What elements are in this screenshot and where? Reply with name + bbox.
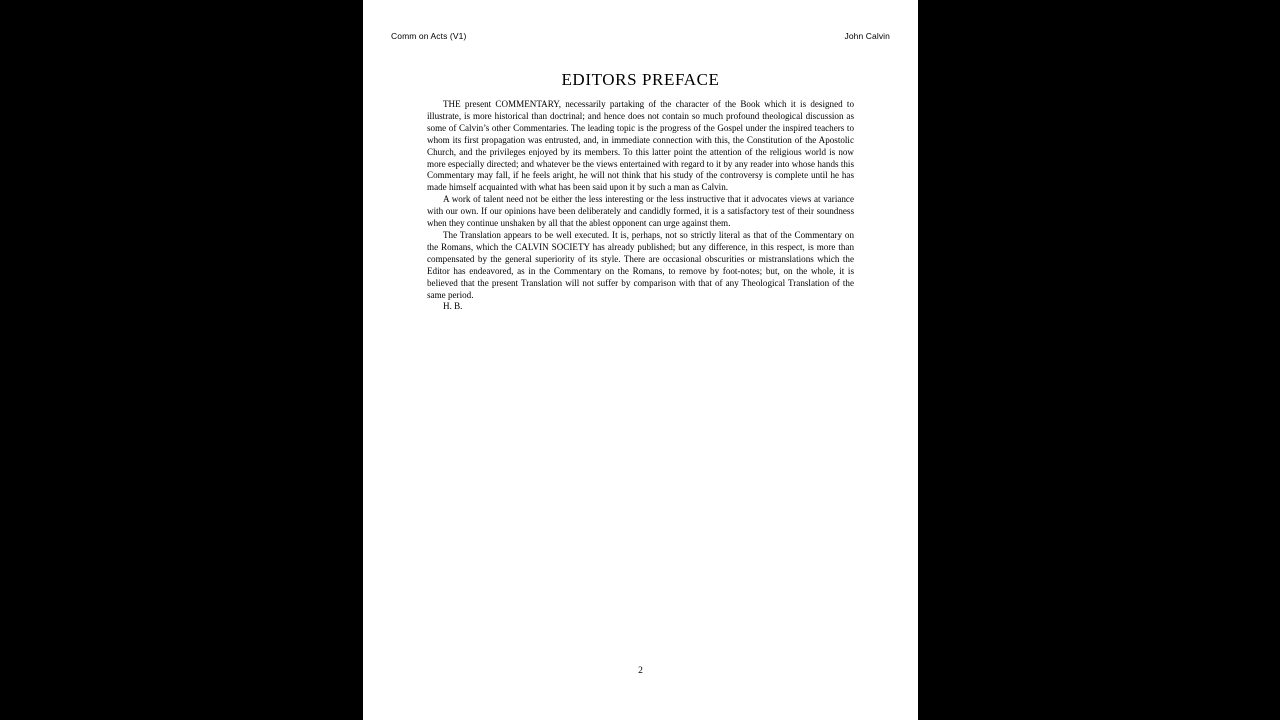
page-title: EDITORS PREFACE	[561, 70, 720, 89]
paragraph-3: The Translation appears to be well executed. It is, perhaps, not so strictly literal as that of the Commentary on the Romans, which the CALVIN SOCIETY has already published; but any difference, in this respect, is more than compensated by the general superiority of its style. There are occasional obscurities or mistranslations which the Editor has endeavored, as in the Commentary on the Romans, to remove by foot-notes; but, on the whole, it is believed that the present Translation will not suffer by comparison with that of any Theological Translation of the same period.	[427, 229, 854, 300]
running-head-left: Comm on Acts (V1)	[391, 31, 467, 41]
signature-line: H. B.	[443, 301, 463, 312]
document-body	[427, 70, 854, 313]
paragraph-1: THE present COMMENTARY, necessarily partaking of the character of the Book which it is designed to illustrate, is more historical than doctrinal; and hence does not contain so much profound theological discussion as some of Calvin’s other Commentaries. The leading topic is the progress of the Gospel under the inspired teachers to whom its first propagation was entrusted, and, in immediate connection with this, the Constitution of the Apostolic Church, and the privileges enjoyed by its members. To this latter point the attention of the religious world is now more especially directed; and whatever be the views entertained with regard to it by any reader into whose hands this Commentary may fall, if he feels aright, he will not think that his study of the controversy is complete until he has made himself acquainted with what has been said upon it by such a man as Calvin.	[427, 99, 854, 193]
document-page	[363, 0, 918, 720]
paragraph-2: A work of talent need not be either the less interesting or the less instructive that it advocates views at variance with our own. If our opinions have been deliberately and candidly formed, it is a satisfactory test of their soundness when they continue unshaken by all that the ablest opponent can urge against them.	[427, 194, 854, 229]
running-head-right: John Calvin	[844, 31, 890, 41]
page-number: 2	[638, 666, 643, 676]
